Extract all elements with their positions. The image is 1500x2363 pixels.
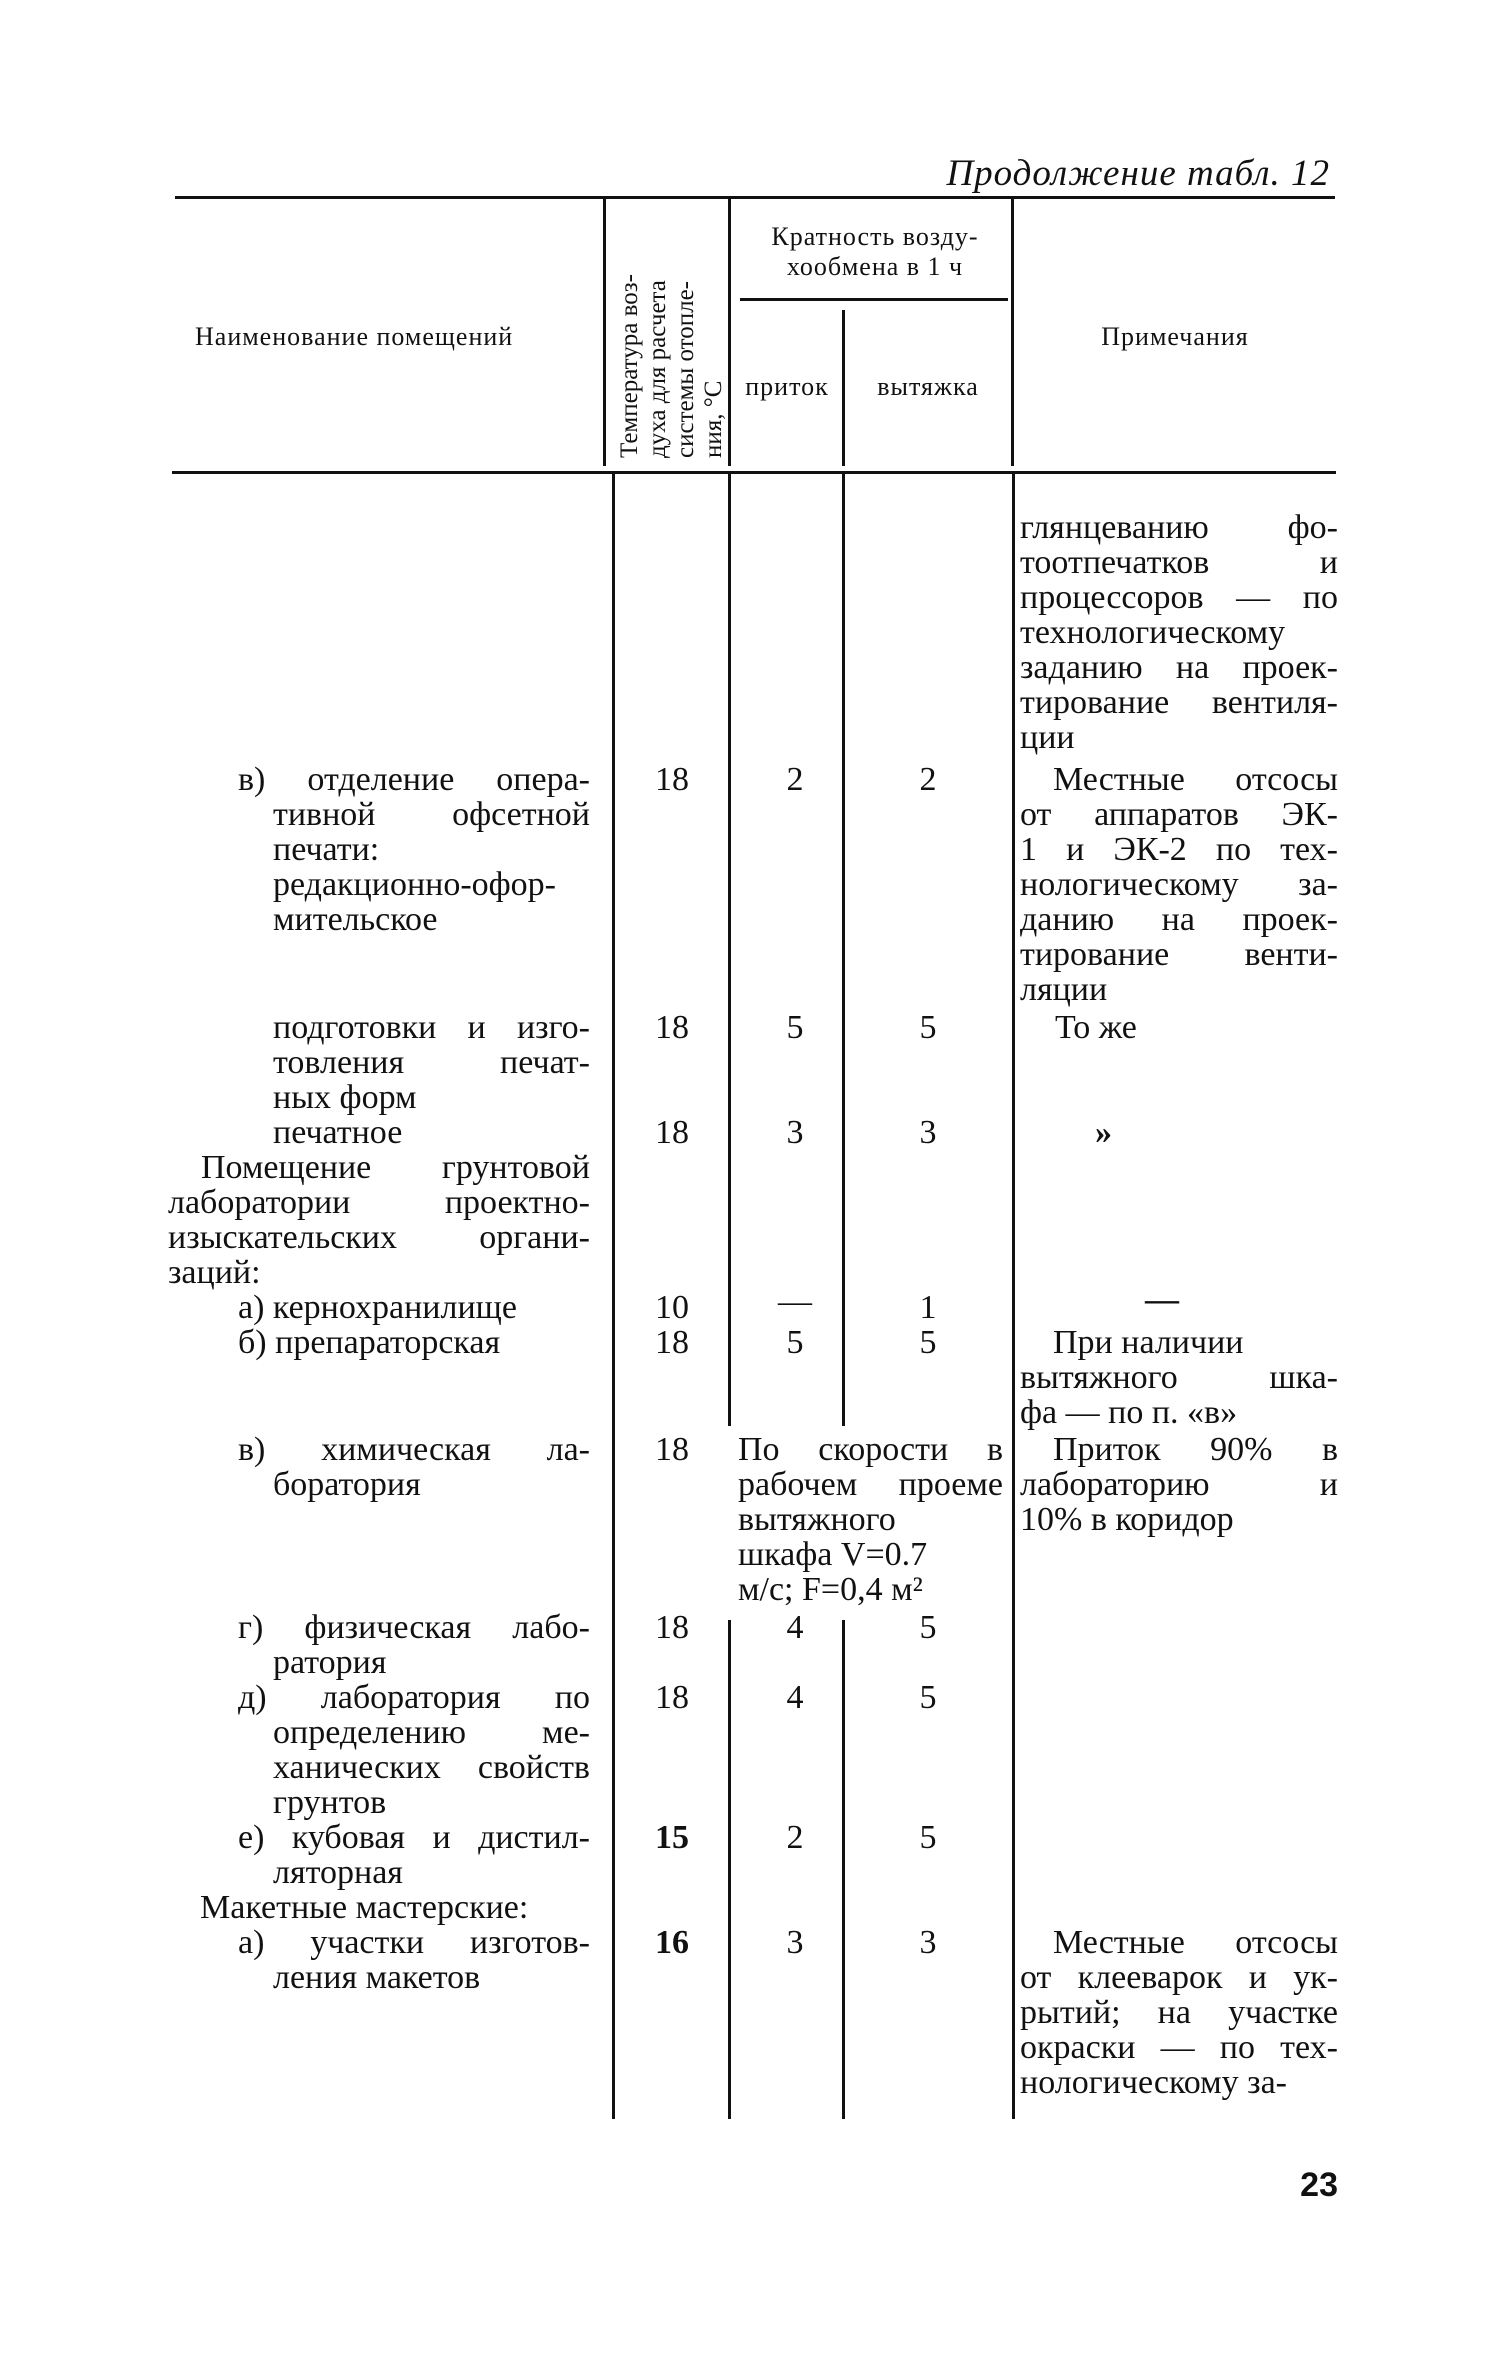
name-line: мительское [273, 901, 438, 938]
inflow-cell: 4 [786, 1679, 804, 1716]
table-caption: Продолжение табл. 12 [946, 153, 1330, 194]
header-divider-4 [1011, 198, 1014, 466]
note-line: При наличии [1053, 1324, 1244, 1361]
room-name-cell [238, 1610, 590, 1680]
note-cell [1020, 1325, 1338, 1430]
note-line: от клееварок и ук- [1020, 1959, 1338, 1996]
name-line: ханических свойств [273, 1749, 590, 1786]
rate-line: По скорости в [738, 1431, 1003, 1468]
table-top-rule [175, 196, 1335, 199]
room-name-cell [238, 1680, 590, 1820]
name-line: е) кубовая и дистил- [238, 1819, 590, 1856]
name-line: д) лаборатория по [238, 1679, 590, 1716]
body-divider-1 [612, 474, 615, 2119]
rate-line: шкафа V=0.7 [738, 1536, 928, 1573]
temperature-cell: 18 [655, 1324, 689, 1361]
name-line: а) участки изготов- [238, 1924, 590, 1961]
room-name-cell [238, 1820, 590, 1890]
exhaust-cell: 1 [919, 1289, 937, 1326]
name-line: в) химическая ла- [238, 1431, 590, 1468]
note-line: Местные отсосы [1053, 1924, 1338, 1961]
rate-subheader-rule [740, 298, 1008, 301]
note-line: технологическому [1020, 614, 1286, 651]
exhaust-cell: 5 [919, 1324, 937, 1361]
name-line: лаборатории проектно- [168, 1184, 590, 1221]
inflow-cell: 3 [786, 1924, 804, 1961]
exhaust-cell: 5 [919, 1609, 937, 1646]
room-name-cell [168, 1150, 590, 1290]
header-temp-line: ния, °С [700, 380, 727, 458]
name-line: изыскательских органи- [168, 1219, 590, 1256]
room-name-cell: Макетные мастерские: [200, 1889, 529, 1926]
note-cell [1020, 762, 1338, 1007]
inflow-cell: 3 [786, 1114, 804, 1151]
room-name-cell: печатное [273, 1114, 403, 1151]
name-line: Помещение грунтовой [201, 1149, 590, 1186]
name-line: заций: [168, 1254, 261, 1291]
temperature-cell: 16 [655, 1924, 689, 1961]
body-divider-4 [1012, 474, 1015, 2119]
room-name-cell [273, 1010, 590, 1115]
note-cell: — [1145, 1281, 1179, 1318]
rate-line: вытяжного [738, 1501, 896, 1538]
rate-line: м/с; F=0,4 м² [738, 1571, 923, 1608]
header-rate-line: хообмена в 1 ч [786, 252, 964, 281]
inflow-cell: 2 [786, 761, 804, 798]
note-cell [1020, 1432, 1338, 1537]
note-line: данию на проек- [1020, 901, 1338, 938]
name-line: ратория [273, 1644, 387, 1681]
header-divider-3 [842, 310, 845, 466]
note-line: Местные отсосы [1053, 761, 1338, 798]
temperature-cell: 10 [655, 1289, 689, 1326]
name-line: боратория [273, 1466, 421, 1503]
exhaust-cell: 3 [919, 1924, 937, 1961]
note-line: процессоров — по [1020, 579, 1338, 616]
room-name-cell [238, 762, 590, 937]
note-line: Приток 90% в [1053, 1431, 1338, 1468]
rate-merged-cell [738, 1432, 1003, 1607]
note-line: тирование венти- [1020, 936, 1338, 973]
temperature-cell: 18 [655, 761, 689, 798]
header-rate-column [742, 222, 1008, 282]
header-temp-line: Температура воз- [616, 274, 643, 458]
note-cell [1020, 1925, 1338, 2100]
header-rate-line: Кратность возду- [771, 222, 979, 251]
page-number: 23 [1300, 2166, 1338, 2204]
name-line: тивной офсетной [273, 796, 590, 833]
name-line: товления печат- [273, 1044, 590, 1081]
body-divider-2b [728, 1620, 731, 2119]
name-line: подготовки и изго- [273, 1009, 590, 1046]
note-line: 1 и ЭК-2 по тех- [1020, 831, 1338, 868]
note-line: окраски — по тех- [1020, 2029, 1338, 2066]
exhaust-cell: 3 [919, 1114, 937, 1151]
inflow-cell: 5 [786, 1324, 804, 1361]
name-line: определению ме- [273, 1714, 590, 1751]
name-line: грунтов [273, 1784, 387, 1821]
exhaust-cell: 5 [919, 1819, 937, 1856]
note-cell: » [1095, 1114, 1112, 1151]
note-line: тоотпечатков и [1020, 544, 1338, 581]
header-exhaust-column: вытяжка [877, 372, 979, 401]
note-line: рытий; на участке [1020, 1994, 1338, 2031]
temperature-cell: 18 [655, 1679, 689, 1716]
temperature-cell: 18 [655, 1114, 689, 1151]
inflow-cell: 4 [786, 1609, 804, 1646]
header-temp-line: духа для расчета [644, 280, 671, 458]
name-line: в) отделение опера- [238, 761, 590, 798]
header-name-column: Наименование помещений [195, 322, 514, 351]
name-line: ных форм [273, 1079, 417, 1116]
inflow-cell: 5 [786, 1009, 804, 1046]
note-line: фа — по п. «в» [1020, 1394, 1238, 1431]
note-line: ляции [1020, 971, 1108, 1008]
header-temp-line: системы отопле- [672, 280, 699, 458]
header-temp-column [605, 196, 739, 458]
note-line: нологическому за- [1020, 2064, 1287, 2101]
note-line: глянцеванию фо- [1020, 509, 1338, 546]
name-line: редакционно-офор- [273, 866, 557, 903]
name-line: ления макетов [273, 1959, 481, 1996]
rate-line: рабочем проеме [738, 1466, 1003, 1503]
name-line: ляторная [273, 1854, 403, 1891]
note-cell [1020, 510, 1338, 755]
temperature-cell: 18 [655, 1609, 689, 1646]
temperature-cell: 18 [655, 1009, 689, 1046]
inflow-cell: — [778, 1283, 812, 1320]
room-name-cell: б) препараторская [238, 1324, 501, 1361]
exhaust-cell: 5 [919, 1679, 937, 1716]
temperature-cell: 15 [655, 1819, 689, 1856]
name-line: г) физическая лабо- [238, 1609, 590, 1646]
name-line: печати: [273, 831, 380, 868]
note-line: заданию на проек- [1020, 649, 1338, 686]
header-notes-column: Примечания [1101, 322, 1249, 351]
temperature-cell: 18 [655, 1431, 689, 1468]
note-line: нологическому за- [1020, 866, 1338, 903]
header-inflow-column: приток [745, 372, 829, 401]
inflow-cell: 2 [786, 1819, 804, 1856]
body-divider-2 [728, 474, 731, 1426]
note-line: 10% в коридор [1020, 1501, 1234, 1538]
exhaust-cell: 5 [919, 1009, 937, 1046]
note-line: тирование вентиля- [1020, 684, 1338, 721]
room-name-cell [238, 1432, 590, 1502]
exhaust-cell: 2 [919, 761, 937, 798]
note-line: от аппаратов ЭК- [1020, 796, 1338, 833]
note-line: лабораторию и [1020, 1466, 1338, 1503]
note-line: ции [1020, 719, 1075, 756]
note-line: вытяжного шка- [1020, 1359, 1338, 1396]
note-cell: То же [1055, 1009, 1137, 1046]
header-bottom-rule [172, 471, 1336, 474]
room-name-cell: а) кернохранилище [238, 1289, 517, 1326]
room-name-cell [238, 1925, 590, 1995]
